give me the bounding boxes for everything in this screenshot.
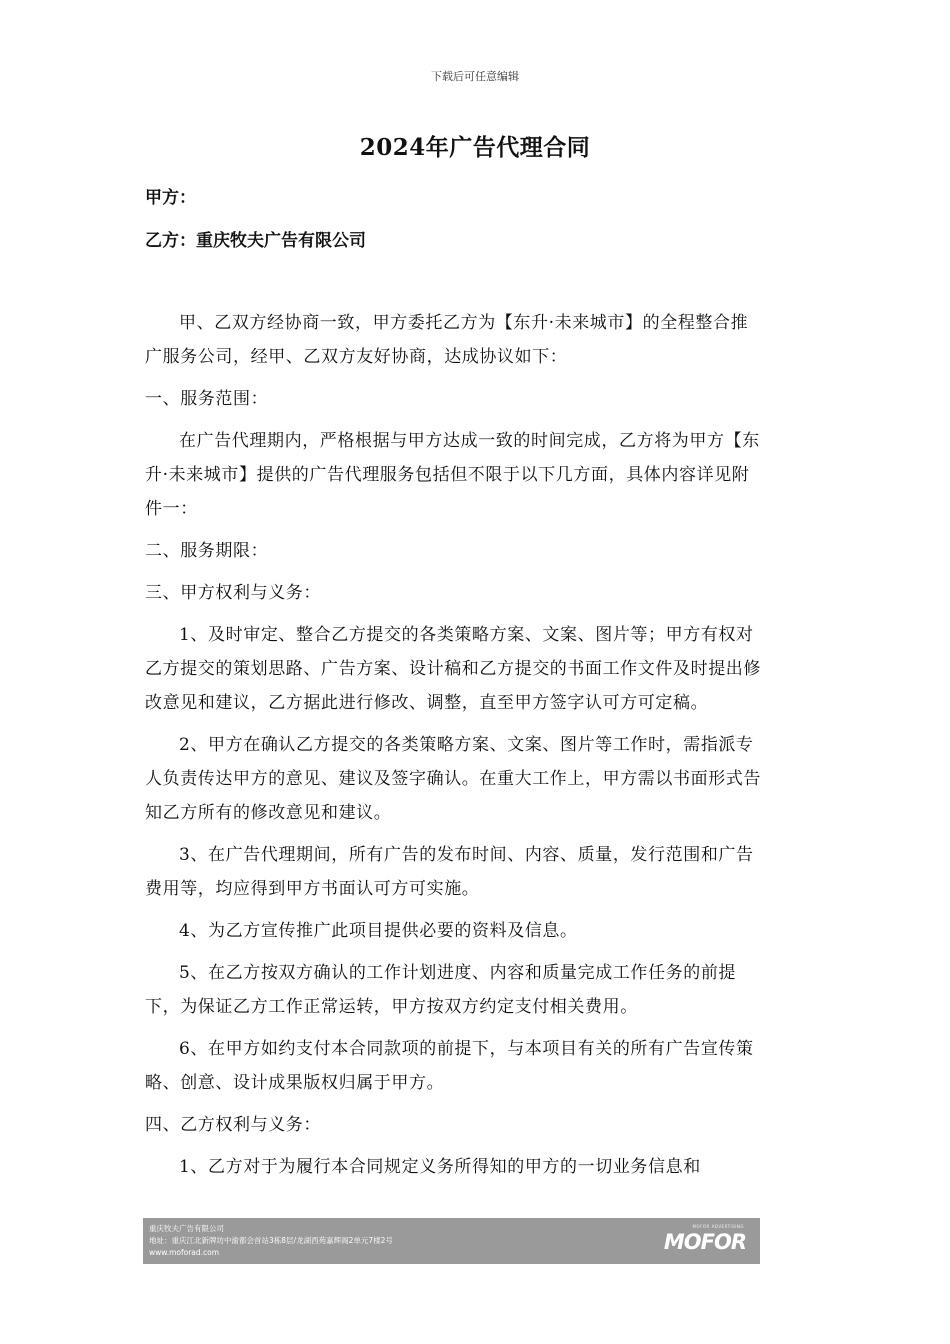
intro-paragraph: 甲、乙双方经协商一致，甲方委托乙方为【东升·未来城市】的全程整合推广服务公司，经甲、乙双方友好协商，达成协议如下： — [145, 313, 749, 367]
party-a-clause-6: 6、在甲方如约支付本合同款项的前提下，与本项目有关的所有广告宣传策略、创意、设计成果版权归属于甲方。 — [145, 1039, 754, 1093]
footer-address: 地址：重庆江北新牌坊中渝都会首站3栋8层/龙湖西苑嘉辉阁2单元7楼2号 — [149, 1236, 393, 1245]
scope-paragraph: 在广告代理期内，严格根据与甲方达成一致的时间完成，乙方将为甲方【东升·未来城市】提供的广告代理服务包括但不限于以下几方面，具体内容详见附件一： — [145, 431, 760, 519]
footer-logo-tagline: MOFOR ADVERTISING — [692, 1224, 744, 1229]
party-a-clause-2: 2、甲方在确认乙方提交的各类策略方案、文案、图片等工作时，需指派专人负责传达甲方的意见、建议及签字确认。在重大工作上，甲方需以书面形式告知乙方所有的修改意见和建议。 — [145, 735, 761, 823]
party-a-label: 甲方： — [145, 188, 196, 208]
footer-website: www.moforad.com — [149, 1248, 220, 1257]
section-heading-term: 二、服务期限： — [145, 541, 269, 561]
section-heading-party-a-rights: 三、甲方权利与义务： — [145, 583, 321, 603]
footer-company: 重庆牧夫广告有限公司 — [149, 1224, 224, 1233]
section-heading-party-b-rights: 四、乙方权利与义务： — [145, 1115, 321, 1135]
footer-bar — [143, 1218, 760, 1264]
party-b-clause-1: 1、乙方对于为履行本合同规定义务所得知的甲方的一切业务信息和 — [179, 1157, 701, 1177]
party-a-clause-1: 1、及时审定、整合乙方提交的各类策略方案、文案、图片等；甲方有权对乙方提交的策划思路、广告方案、设计稿和乙方提交的书面工作文件及时提出修改意见和建议，乙方据此进行修改、调整，直至甲方签字认可方可定稿。 — [145, 625, 761, 713]
footer-contact — [149, 1223, 393, 1259]
contract-body — [145, 306, 762, 1192]
document-title: 2024年广告代理合同 — [359, 134, 591, 161]
header-note: 下载后可任意编辑 — [431, 70, 519, 83]
mofor-logo: MOFOR — [663, 1230, 746, 1254]
section-heading-scope: 一、服务范围： — [145, 389, 269, 409]
party-b-label: 乙方：重庆牧夫广告有限公司 — [145, 231, 366, 251]
party-a-clause-5: 5、在乙方按双方确认的工作计划进度、内容和质量完成工作任务的前提下，为保证乙方工作正常运转，甲方按双方约定支付相关费用。 — [145, 963, 737, 1017]
party-a-clause-4: 4、为乙方宣传推广此项目提供必要的资料及信息。 — [179, 921, 578, 941]
party-a-clause-3: 3、在广告代理期间，所有广告的发布时间、内容、质量，发行范围和广告费用等，均应得到甲方书面认可方可实施。 — [145, 845, 754, 899]
